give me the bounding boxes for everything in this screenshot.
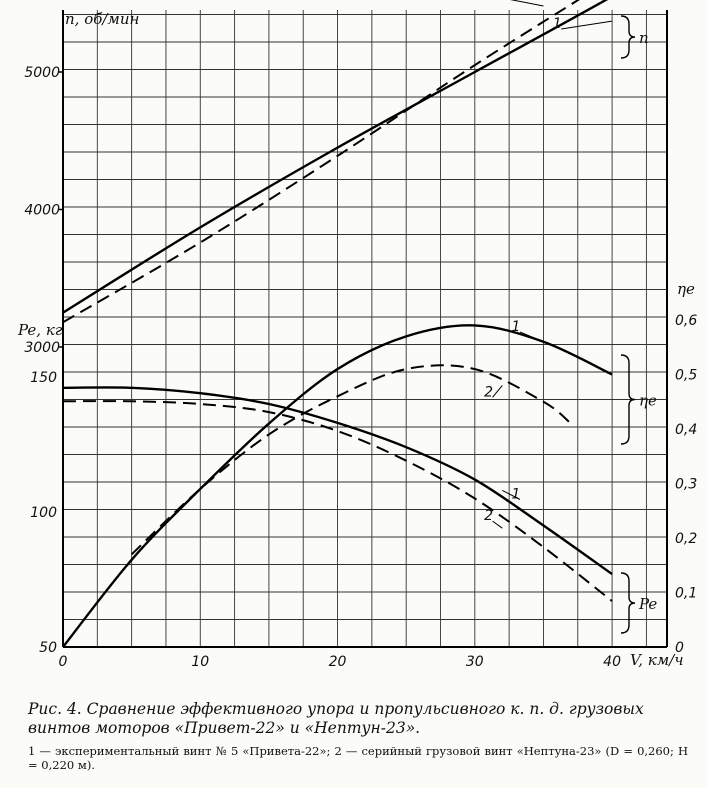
y-eta-tick-label: 0,6 [675, 313, 698, 329]
y-n-tick-label: 4000 [24, 202, 60, 219]
figure-caption: Рис. 4. Сравнение эффективного упора и пропульсивного к. п. д. грузовых винтов моторов «Привет-22» и «Нептун-23». [28, 700, 644, 737]
grid [63, 10, 667, 647]
y-eta-tick-label: 0,4 [675, 422, 698, 438]
y-n-tick-label: 5000 [24, 65, 60, 81]
series-line-n-1 [63, 0, 667, 313]
y-eta-tick-label: 0,1 [675, 585, 698, 602]
series-labels [484, 0, 612, 528]
x-tick-label: 20 [328, 654, 347, 670]
series-label-leader [493, 385, 503, 397]
series-label-ηe-2: 2 [484, 384, 494, 401]
series-label-Pe-2: 2 [484, 508, 494, 525]
series-line-n-2 [63, 0, 667, 322]
y-pe-tick-label: 100 [30, 505, 57, 521]
figure-legend: 1 — экспериментальный винт № 5 «Привета-22»; 2 — серийный грузовой винт «Нептуна-23» (D = 0,260; H = 0,220 м). [28, 744, 688, 772]
axes [63, 10, 667, 647]
group-braces [621, 16, 657, 633]
series-label-Pe-1: 1 [511, 486, 521, 503]
x-tick-label: 30 [465, 654, 484, 670]
x-tick-label: 10 [191, 654, 210, 670]
y-eta-tick-label: 0,5 [675, 367, 698, 384]
series-label-n-1: 1 [552, 16, 562, 32]
series-label-leader [520, 332, 543, 342]
x-tick-label: 40 [603, 654, 622, 670]
y-pe-tick-label: 50 [39, 640, 57, 656]
series-label-leader [493, 521, 503, 528]
brace-n [621, 16, 635, 58]
y-pe-tick-label: 150 [30, 370, 57, 386]
brace-label-eta: ηe [639, 391, 657, 410]
y-eta-tick-label: 0,3 [675, 476, 698, 493]
y-axis-pe-label: Pe, кг [18, 321, 63, 339]
x-tick-label: 0 [58, 654, 68, 670]
x-axis-label: V, км/ч [630, 651, 684, 669]
brace-label-pe: Pe [639, 595, 658, 613]
y-n-tick-label: 3000 [24, 340, 60, 356]
series-label-ηe-1: 1 [511, 318, 521, 335]
y-eta-tick-label: 0 [675, 640, 684, 656]
brace-pe [621, 573, 635, 633]
y-axis-eta-label: ηe [677, 280, 695, 298]
series-label-n-2 [498, 0, 507, 2]
series-label-leader [506, 0, 543, 6]
y-axis-n-label: n, об/мин [65, 10, 140, 28]
brace-label-n: n [639, 29, 649, 47]
y-eta-tick-label: 0,2 [675, 531, 698, 547]
series-label-leader [561, 21, 612, 29]
